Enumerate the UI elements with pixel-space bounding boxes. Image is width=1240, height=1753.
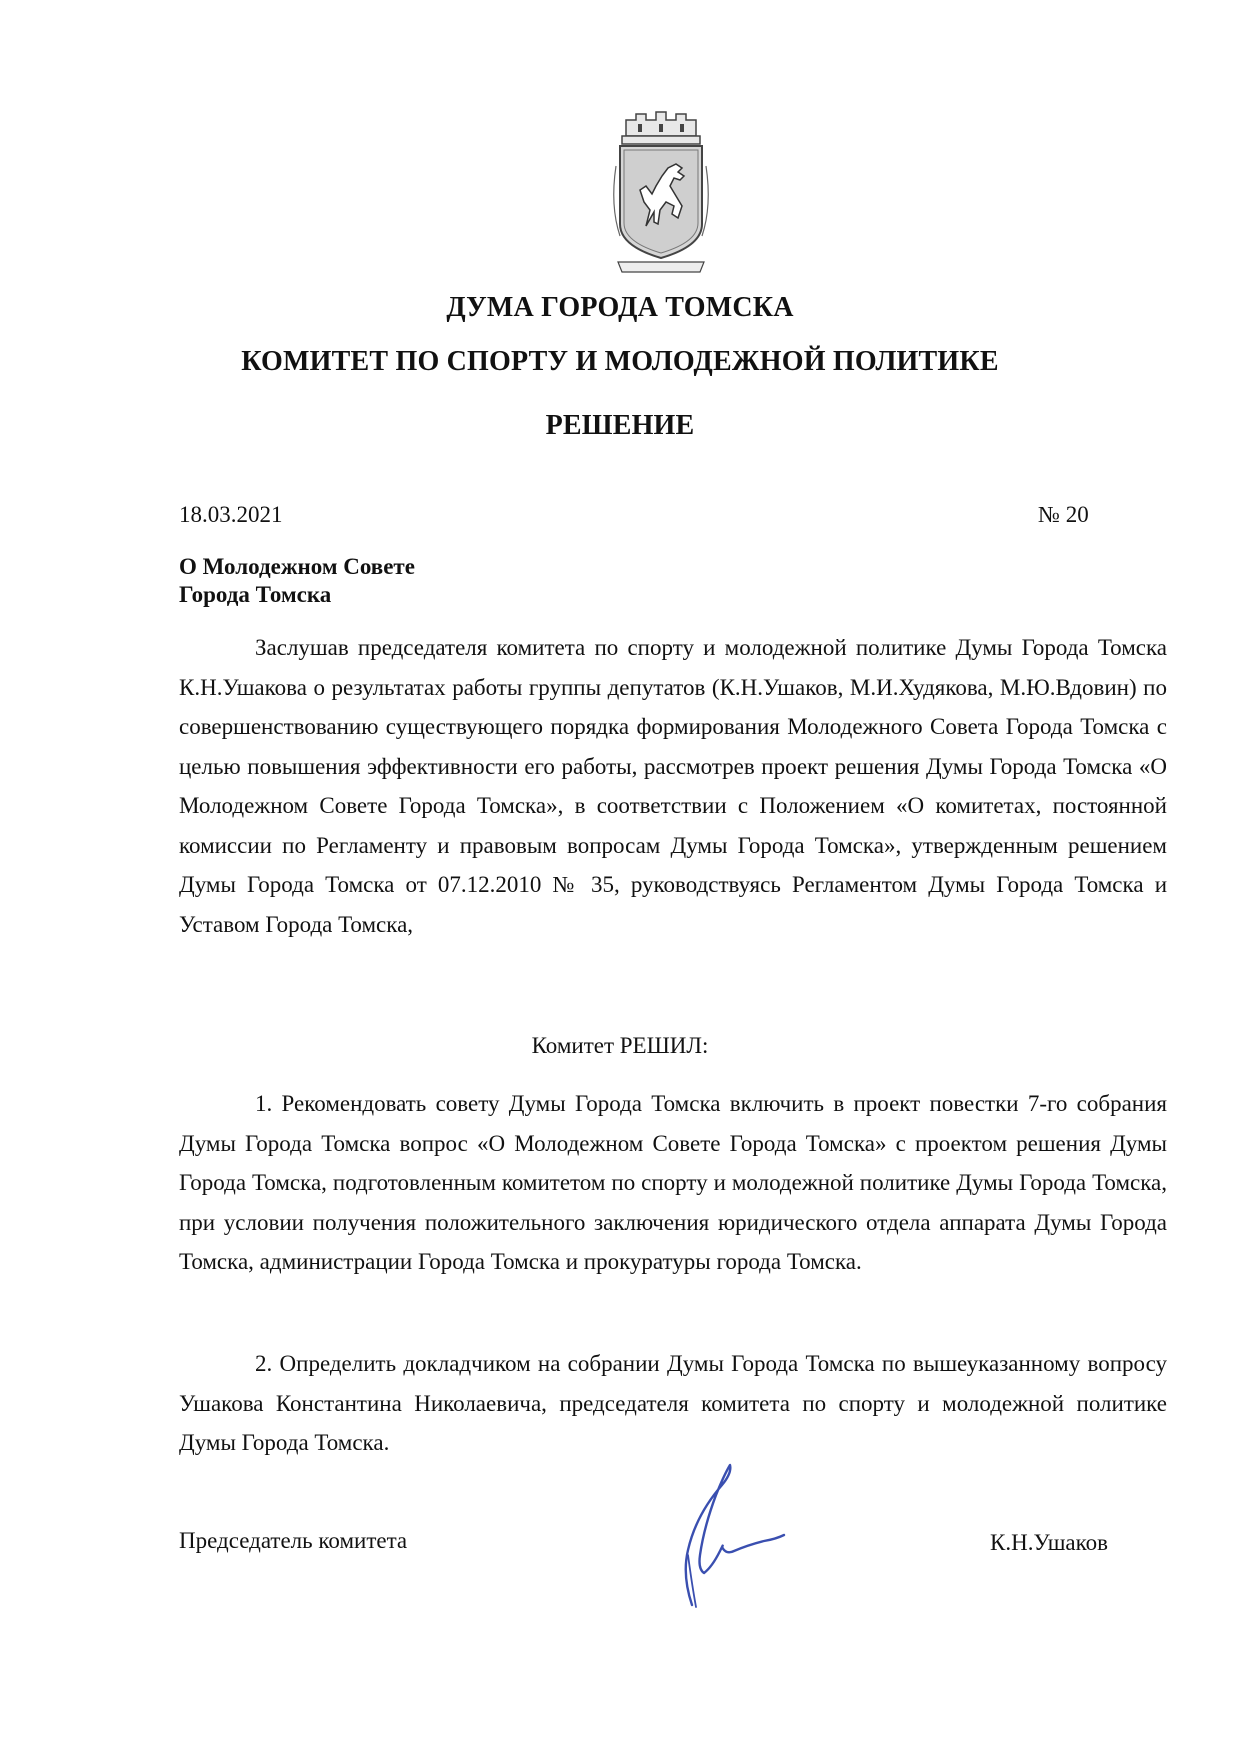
signatory-name: К.Н.Ушаков [990, 1530, 1108, 1555]
handwritten-signature [652, 1455, 812, 1620]
document-subject [179, 553, 415, 609]
preamble-paragraph: Заслушав председателя комитета по спорту и молодежной политике Думы Города Томска К.Н.Ушакова о результатах работы группы депутатов (К.Н.Ушаков, М.И.Худякова, М.Ю.Вдовин) по совершенствованию существующего порядка формирования Молодежного Совета Города Томска с целью повышения эффективности его работы, рассмотрев проект решения Думы Города Томска «О Молодежном Совете Города Томска», в соответствии с Положением «О комитетах, постоянной комиссии по Регламенту и правовым вопросам Думы Города Томска», утвержденным решением Думы Города Томска от 07.12.2010 № 35, руководствуясь Регламентом Думы Города Томска и Уставом Города Томска, [179, 635, 1167, 937]
decision-item-1: 1. Рекомендовать совету Думы Города Томска включить в проект повестки 7-го собрания Думы Города Томска вопрос «О Молодежном Совете Города Томска» с проектом решения Думы Города Томска, подготовленным комитетом по спорту и молодежной политике Думы Города Томска, при условии получения положительного заключения юридического отдела аппарата Думы Города Томска, администрации Города Томска и прокуратуры города Томска. [179, 1091, 1167, 1274]
resolved-heading: Комитет РЕШИЛ: [531, 1033, 709, 1058]
coat-of-arms-icon [606, 106, 716, 280]
document-date: 18.03.2021 [179, 502, 283, 527]
document-number: № 20 [1038, 502, 1089, 527]
decision-item-2: 2. Определить докладчиком на собрании Думы Города Томска по вышеуказанному вопросу Ушакова Константина Николаевича, председателя комитета по спорту и молодежной политике Думы Города Томска. [179, 1351, 1167, 1455]
subject-line-2: Города Томска [179, 582, 332, 607]
committee-title: КОМИТЕТ ПО СПОРТУ И МОЛОДЕЖНОЙ ПОЛИТИКЕ [241, 346, 999, 377]
organization-title: ДУМА ГОРОДА ТОМСКА [446, 292, 794, 323]
subject-line-1: О Молодежном Совете [179, 554, 415, 579]
signatory-title: Председатель комитета [179, 1528, 408, 1553]
document-type-title: РЕШЕНИЕ [545, 410, 695, 441]
